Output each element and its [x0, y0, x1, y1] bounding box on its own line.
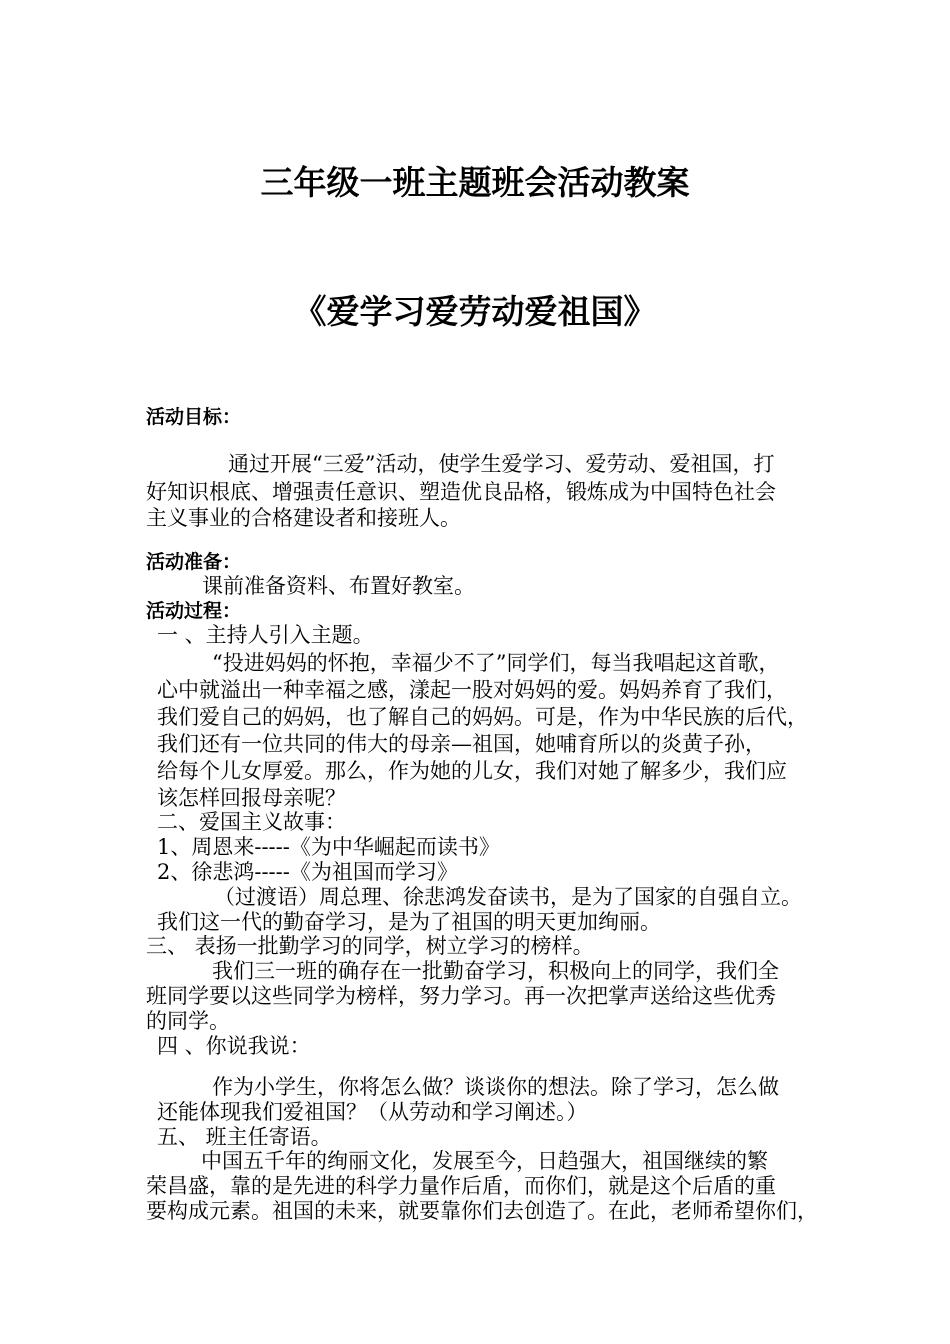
body-line: 一 、主持人引入主题。 — [157, 623, 374, 647]
body-line: 二、爱国主义故事： — [157, 810, 346, 834]
body-line: 作为小学生，你将怎么做？谈谈你的想法。除了学习，怎么做 — [212, 1075, 779, 1099]
body-line: 荣昌盛，靠的是先进的科学力量作后盾，而你们，就是这个后盾的重 — [146, 1174, 776, 1198]
body-line: 的同学。 — [146, 1009, 230, 1033]
goal-heading: 活动目标： — [146, 406, 242, 428]
prep-heading: 活动准备： — [146, 551, 242, 573]
body-line: 中国五千年的绚丽文化，发展至今，日趋强大，祖国继续的繁 — [201, 1149, 768, 1173]
process-heading: 活动过程： — [146, 600, 242, 622]
body-line: 1、周恩来-----《为中华崛起而读书》 — [157, 835, 500, 859]
body-line: 还能体现我们爱祖国？（从劳动和学习阐述。） — [157, 1100, 588, 1124]
goal-line: 好知识根底、增强责任意识、塑造优良品格，锻炼成为中国特色社会 — [146, 480, 776, 504]
body-line: “投进妈妈的怀抱，幸福少不了”同学们，每当我唱起这首歌， — [212, 651, 780, 675]
goal-line: 通过开展“三爱”活动，使学生爱学习、爱劳动、爱祖国，打 — [228, 452, 775, 476]
body-line: 我们爱自己的妈妈，也了解自己的妈妈。可是，作为中华民族的后代， — [157, 705, 808, 729]
body-line: 2、徐悲鸿-----《为祖国而学习》 — [157, 860, 458, 884]
body-line: 三、 表扬一批勤学习的同学，树立学习的榜样。 — [146, 934, 594, 958]
body-line: 我们这一代的勤奋学习，是为了祖国的明天更加绚丽。 — [157, 910, 661, 934]
body-line: 我们还有一位共同的伟大的母亲—祖国，她哺育所以的炎黄子孙， — [157, 732, 766, 756]
document-title: 三年级一班主题班会活动教案 — [260, 163, 690, 202]
document-subtitle: 《爱学习爱劳动爱祖国》 — [293, 292, 657, 331]
body-line: 心中就溢出一种幸福之感，漾起一股对妈妈的爱。妈妈养育了我们， — [157, 678, 787, 702]
body-line: 班同学要以这些同学为榜样，努力学习。再一次把掌声送给这些优秀 — [146, 984, 776, 1008]
body-line: 要构成元素。祖国的未来，就要靠你们去创造了。在此，老师希望你们， — [146, 1199, 818, 1223]
body-line: （过渡语）周总理、徐悲鸿发奋读书，是为了国家的自强自立。 — [214, 885, 802, 909]
body-line: 五、 班主任寄语。 — [157, 1125, 332, 1149]
body-line: 四 、你说我说： — [157, 1034, 311, 1058]
goal-line: 主义事业的合格建设者和接班人。 — [146, 506, 461, 530]
body-line: 给每个儿女厚爱。那么，作为她的儿女，我们对她了解多少，我们应 — [157, 759, 787, 783]
body-line: 我们三一班的确存在一批勤奋学习，积极向上的同学，我们全 — [212, 959, 779, 983]
prep-text: 课前准备资料、布置好教室。 — [202, 574, 475, 598]
body-line: 该怎样回报母亲呢？ — [157, 786, 346, 810]
